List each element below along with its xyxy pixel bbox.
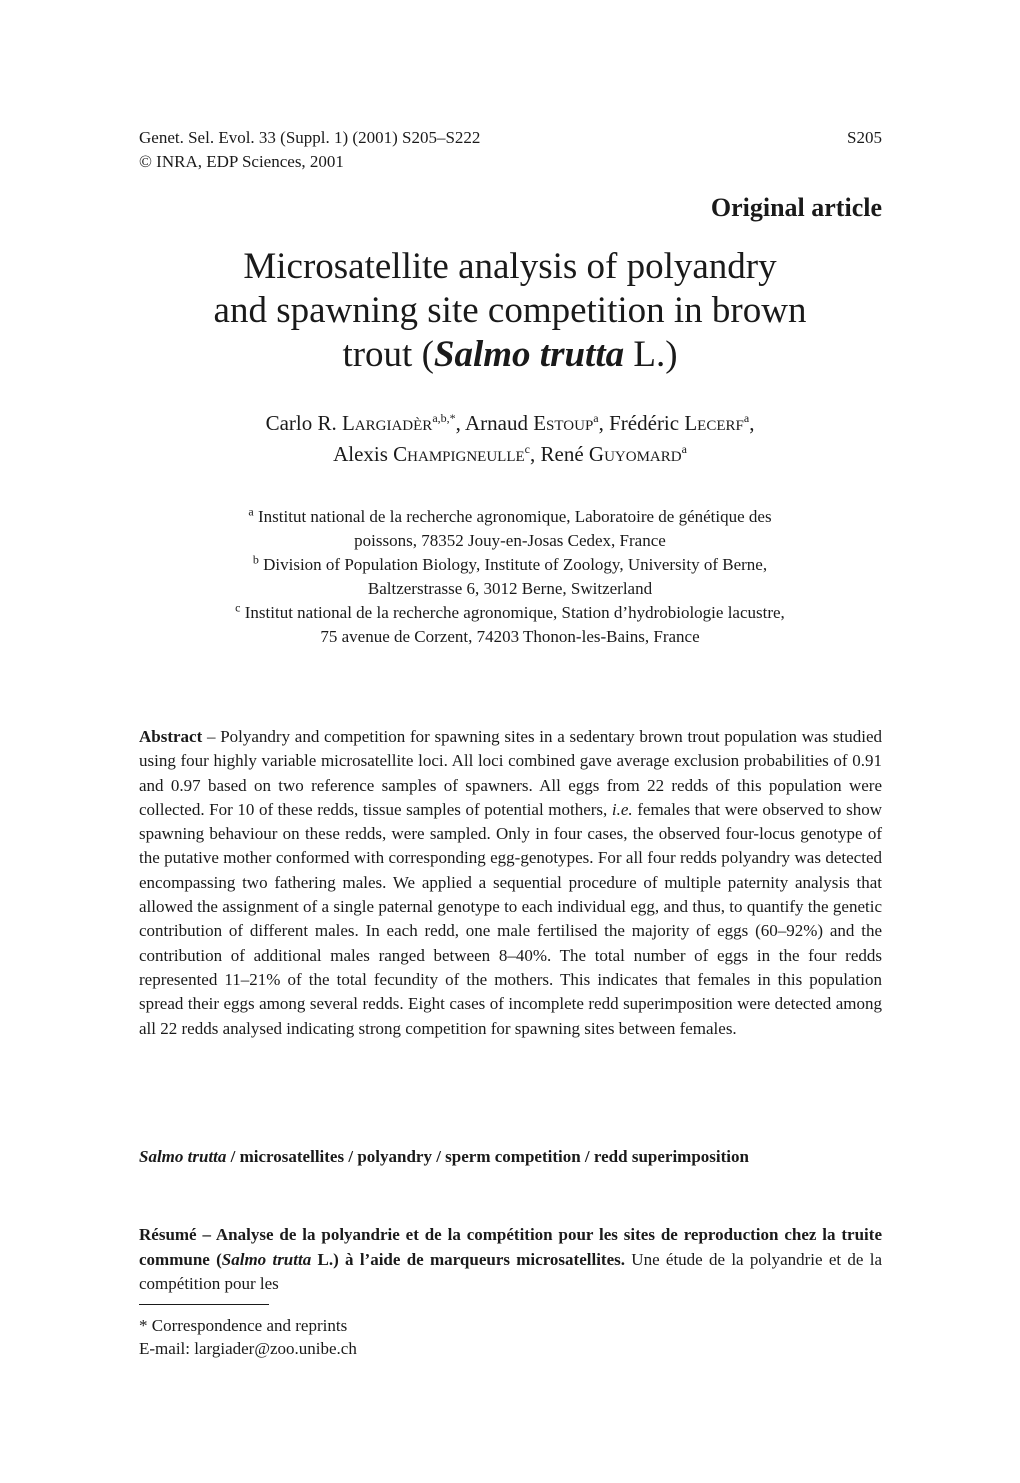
affiliation-b-line-1: Division of Population Biology, Institute of Zoology, University of Berne, (263, 555, 768, 574)
affiliation-b-mark: b (252, 552, 259, 567)
author-2-surname: Estoup (533, 411, 594, 435)
keywords (139, 1145, 882, 1169)
title-line-1: Microsatellite analysis of polyandry (243, 246, 777, 287)
copyright-line: © INRA, EDP Sciences, 2001 (139, 152, 344, 171)
author-4-given: Alexis (333, 442, 394, 466)
author-3-affil-mark: a (743, 411, 750, 425)
footnote-rule (139, 1304, 269, 1305)
abstract-text-1: – Polyandry and competition for spawning sites in a sedentary brown trout population was studied using four highly variable microsatellite loci. All loci combined gave average exclusion probabilities of 0.91 and 0.97 based on two reference samples of spawners. All eggs from 22 redds of this population were collected. For 10 of these redds, tissue samples of potential mothers, (139, 727, 882, 819)
author-4-affil-mark: c (524, 442, 530, 456)
affiliation-a-line-1: Institut national de la recherche agronomique, Laboratoire de génétique des (258, 507, 772, 526)
author-5-given: René (540, 442, 589, 466)
keywords-species: Salmo trutta (139, 1147, 227, 1166)
title-line-3-suffix: L.) (624, 334, 678, 375)
resume-heading-1: Résumé – Analyse de la polyandrie et de la compétition pour les sites de reproduction chez la truite commune ( (139, 1225, 882, 1269)
keywords-rest: / microsatellites / polyandry / sperm competition / redd superimposition (226, 1147, 749, 1166)
affiliation-c (130, 601, 890, 649)
author-list (100, 408, 920, 470)
resume-heading-2: L.) à l’aide de marqueurs microsatellites. (311, 1249, 625, 1269)
resume-species: Salmo trutta (221, 1249, 312, 1269)
author-5-surname: Guyomard (588, 442, 682, 466)
affiliation-a (130, 505, 890, 553)
author-2-affil-mark: a (593, 411, 599, 425)
affiliation-a-mark: a (248, 504, 254, 519)
author-line-1: Carlo R. Largiadèr$^{a,b,*}$, Arnaud Estoup$^a$, Frédéric Lecerf$^a$, (265, 411, 755, 435)
abstract-ie: i.e. (611, 799, 633, 819)
title-line-3-prefix: trout ( (342, 334, 434, 375)
author-4-surname: Champigneulle (393, 442, 525, 466)
affiliation-c-mark: c (235, 600, 241, 615)
article-title (100, 245, 920, 377)
author-line-2: Alexis Champigneulle$^c$, René Guyomard$^a$ (333, 442, 687, 466)
footnotes (139, 1314, 357, 1360)
affiliation-b-line-2: Baltzerstrasse 6, 3012 Berne, Switzerland (367, 579, 653, 598)
affiliation-c-line-1: Institut national de la recherche agronomique, Station d’hydrobiologie lacustre, (244, 603, 785, 622)
affiliation-a-line-2: poissons, 78352 Jouy-en-Josas Cedex, France (354, 531, 666, 550)
resume (139, 1223, 882, 1297)
abstract-label: Abstract (139, 727, 203, 746)
title-line-2: and spawning site competition in brown (213, 290, 807, 331)
abstract-text-2: females that were observed to show spawning behaviour on these redds, were sampled. Only in four cases, the observed four-locus genotype of the putative mother conformed with corresponding egg-genotypes. For all four redds polyandry was detected encompassing two fathering males. We applied a sequential procedure of multiple paternity analysis that allowed the assignment of a single paternal genotype to each individual egg, and thus, to quantify the genetic contribution of different males. In each redd, one male fertilised the majority of eggs (60–92%) and the contribution of additional males ranged between 8–40%. The total number of eggs in the four redds represented 11–21% of the total fecundity of the mothers. This indicates that females in this population spread their eggs among several redds. Eight cases of incomplete redd superimposition were detected among all 22 redds analysed indicating strong competition for spawning sites between females. (139, 799, 882, 1038)
author-1-given: Carlo R. (265, 411, 342, 435)
author-1-affil-mark: a,b,* (432, 411, 456, 425)
abstract (139, 725, 882, 1041)
author-5-affil-mark: a (681, 442, 687, 456)
affiliations (130, 505, 890, 649)
affiliation-c-line-2: 75 avenue de Corzent, 74203 Thonon-les-Bains, France (320, 627, 700, 646)
footnote-email: E-mail: largiader@zoo.unibe.ch (139, 1339, 357, 1358)
author-3-given: Frédéric (609, 411, 685, 435)
journal-citation: Genet. Sel. Evol. 33 (Suppl. 1) (2001) S205–S222 (139, 128, 481, 147)
author-2-given: Arnaud (464, 411, 534, 435)
title-line-3 (100, 333, 920, 377)
article-type-label: Original article (710, 193, 882, 222)
page-number: S205 (847, 128, 882, 147)
author-3-surname: Lecerf (684, 411, 744, 435)
title-species: Salmo trutta (433, 334, 625, 375)
footnote-correspondence: * Correspondence and reprints (139, 1316, 348, 1335)
affiliation-b (130, 553, 890, 601)
resume-body: Une étude de la polyandrie et de la compétition pour les (139, 1249, 883, 1293)
author-1-surname: Largiadèr (341, 411, 433, 435)
